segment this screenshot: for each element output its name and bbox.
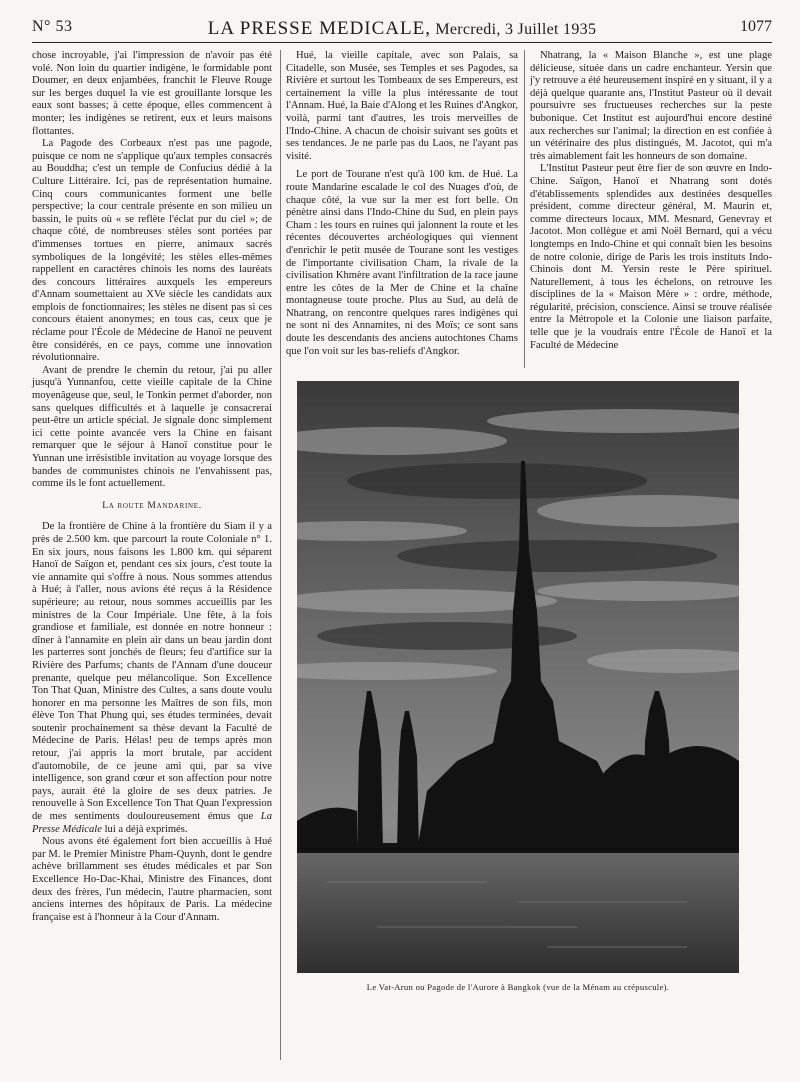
col2-paragraph-1: Hué, la vieille capitale, avec son Palais, sa Citadelle, son Musée, ses Temples et ses Pagodes, sa Rivière et surtout les Tombeaux de ses Empereurs, est certainement la ville la plus intéressante de tout l'Annam. Hué, la Baie d'Along et les Ruines d'Angkor, voilà, parmi tant d'autres, les trois merveilles de l'Indo-Chine. A chacun de choisir suivant ses goûts et ses tendances. Je ne parle pas du Laos, ne l'ayant pas visité. — [286, 50, 518, 162]
column-divider-1 — [280, 50, 281, 1060]
issue-number: N° 53 — [32, 18, 73, 35]
column-1 — [32, 50, 272, 1060]
column-divider-2 — [524, 50, 525, 368]
column-3 — [530, 50, 772, 370]
col1-paragraph-1: chose incroyable, j'ai l'impression de n'avoir pas été volé. Non loin du quartier indigène, le formidable pont Doumer, en deux enjambées, franchit le Fleuve Rouge sur les berges duquel la vie est grouillante lorsque les eaux sont basses; à cette époque, elles commencent à monter; les indigènes se retirent, eux et leurs maisons flottantes. — [32, 50, 272, 137]
pagoda-silhouette-image — [297, 381, 739, 973]
page-number: 1077 — [740, 18, 772, 35]
journal-name: La Presse Médicale — [32, 811, 272, 835]
col2-paragraph-2: Le port de Tourane n'est qu'à 100 km. de Hué. La route Mandarine escalade le col des Nuages d'où, de chaque côté, la vue sur la mer est fort belle. On pénètre ainsi dans l'Indo-Chine du Sud, en plein pays Cham : les tours en ruines qui jalonnent la route et les récentes découvertes archéologiques qui viennent d'enrichir le petit musée de Tourane sont les vestiges de l'importante civilisation Cham, la rivale de la civilisation Khmère avant l'infiltration de la race jaune entre les côtes de la Mer de Chine et la chaîne montagneuse toute proche. Plus au Sud, au delà de Nhatrang, on rencontre quelques rares indigènes qui ne sont ni des Annamites, ni des Moïs; ce sont sans doute les descendants des anciens autochtones Chams que l'on voit sur les bas-reliefs d'Angkor. — [286, 169, 518, 357]
header-rule — [32, 42, 772, 43]
photo-caption: Le Vat-Arun ou Pagode de l'Aurore à Bangkok (vue de la Ménam au crépuscule). — [366, 982, 670, 992]
col3-paragraph-1: Nhatrang, la « Maison Blanche », est une plage délicieuse, située dans un cadre enchanteur. Yersin que j'y retrouve a été heureusement inspiré en y situant, il y a déjà quelque quarante ans, l'Institut Pasteur où il devait poursuivre ses fructueuses recherches sur la peste bubonique. Cet Institut est aujourd'hui encore destiné aux recherches sur l'animal; la direction en est confiée à un vétérinaire des plus distingués, M. Jacotot, qui m'a très aimablement fait les honneurs de son domaine. — [530, 50, 772, 162]
page-header — [32, 18, 772, 44]
masthead-line — [32, 18, 772, 40]
col1-paragraph-4 — [32, 521, 272, 836]
pagoda-photograph — [297, 381, 739, 973]
section-subhead: La route Mandarine. — [102, 500, 202, 511]
col3-paragraph-2: L'Institut Pasteur peut être fier de son œuvre en Indo-Chine. Saïgon, Hanoï et Nhatrang sont dotés d'établissements splendides aux destinées desquelles président, comme directeur général, M. Maurin et, comme directeurs locaux, MM. Mesnard, Genevray et Jacotot. Mon collègue et ami Noël Bernard, qui a vécu longtemps en Indo-Chine et qui connaît bien les besoins de notre colonie, dirige de Paris les trois instituts Indo-Chinois dont M. Yersin reste le Père spirituel. Naturellement, à tous les échelons, on retrouve les disciplines de la « Maison Mère » : ordre, méthode, régularité, précision, conscience. Ainsi se trouve réalisée entre la Métropole et la Colonie une liaison parfaite, telle que je la voudrais entre l'École de Hanoï et la Faculté de Médecine — [530, 163, 772, 351]
column-2 — [286, 50, 518, 370]
col1-paragraph-4-end: lui a déjà exprimés. — [104, 823, 188, 835]
issue-date: Mercredi, 3 Juillet 1935 — [435, 21, 597, 38]
col1-paragraph-2: La Pagode des Corbeaux n'est pas une pagode, puisque ce nom ne s'applique qu'aux temples consacrés au Bouddha; c'est un temple de Confucius dédié à la Culture Littéraire. Ici, pas de représentation humaine. Cinq cours communicantes forment une belle perspective; la cour centrale présente en son milieu un bassin, le puits où « se reflète l'éclat pur du ciel »; de chaque côté, de nombreuses stèles sont portées par d'immenses tortues en pierre, animaux sacrés symboliques de la longévité; les stèles elles-mêmes rappellent en caractères chinois les noms des lauréats des concours littéraires auxquels les empereurs d'Annam soumettaient au XVe siècle les candidats aux emplois de fonctionnaires; les stèles ne disent pas si ces concours étaient anonymes; en tous cas, ceux que je réclame pour l'École de Médecine de Hanoï ne peuvent être considérés, en ce pays, comme une innovation révolutionnaire. — [32, 138, 272, 364]
masthead: LA PRESSE MEDICALE, — [207, 18, 431, 39]
col1-paragraph-3: Avant de prendre le chemin du retour, j'ai pu aller jusqu'à Yunnanfou, cette vieille capitale de la Chine moyenâgeuse que, seul, le Tonkin permet d'aborder, non sans quelques difficultés et à laquelle je consacrerai peut-être un article spécial. Je signale donc simplement ici cette pointe avancée vers la Chine en faisant remarquer que le séjour à Hanoï constitue pour le Yunnan une irrésistible invitation au voyage lorsque des bandes de communistes chinois ne l'envahissent pas, comme ils le font actuellement. — [32, 364, 272, 490]
col1-paragraph-5: Nous avons été également fort bien accueillis à Hué par M. le Premier Ministre Pham-Quynh, dont le gendre achève brillamment ses études médicales et par Son Excellence Ho-Dac-Khai, Ministre des Finances, dont deux des frères, l'un médecin, l'autre pharmacien, sont anciens internes des hôpitaux de Paris. La médecine française est à l'honneur à la Cour d'Annam. — [32, 836, 272, 923]
col1-paragraph-4-text: De la frontière de Chine à la frontière du Siam il y a près de 2.500 km. que parcourt la route Coloniale n° 1. En six jours, nous faisons les 1.800 km. qui séparent Hanoï de Saïgon et, pendant ces six jours, c'est toute la vie annamite qui s'offre à nous. Nous sommes attendus à Hué; à l'aller, nous avions été reçus à la Résidence supérieure; au retour, nous sommes accueillis par les ministres de la Cour Impériale. Une fête, à la fois grandiose et familiale, est donnée en notre honneur : dîner à l'annamite en plein air dans un beau jardin dont les parterres sont jonchés de fleurs; feu d'artifice sur la Rivière des Parfums; chants de l'Annam d'une douceur prenante, quelque peu mélancolique. Son Excellence Ton That Quan, Ministre des Cultes, a sans doute voulu honorer en ma personne les Maîtres de son fils, mon élève Ton That Phung qui, ses études terminées, devait soutenir prochainement sa thèse devant la Faculté de Médecine de Paris. Hélas! peu de temps après mon retour, j'ai appris la mort brutale, par accident d'automobile, de ce jeune ami qui, par sa vive intelligence, son grand cœur et son affection pour notre pays, aurait été la gloire de ses deux patries. Je renouvelle à Son Excellence Ton That Quan l'expression de mes sentiments douloureusement émus que — [32, 521, 272, 823]
